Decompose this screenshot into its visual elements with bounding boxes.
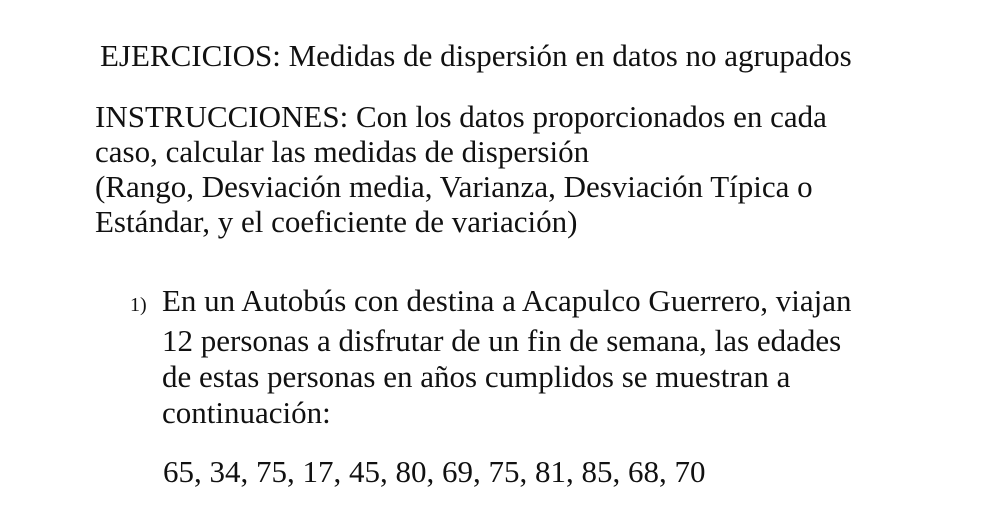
- page-title: EJERCICIOS: Medidas de dispersión en datos no agrupados: [100, 38, 852, 73]
- instructions-line: Estándar, y el coeficiente de variación): [95, 204, 578, 239]
- exercise-number: 1): [130, 294, 147, 316]
- instructions-line: caso, calcular las medidas de dispersión: [95, 134, 590, 169]
- instructions-line: (Rango, Desviación media, Varianza, Desviación Típica o: [95, 169, 813, 204]
- instructions-line: INSTRUCCIONES: Con los datos proporcionados en cada: [95, 99, 827, 134]
- instructions-paragraph: [95, 99, 955, 239]
- exercise-line: 12 personas a disfrutar de un fin de semana, las edades: [162, 323, 842, 358]
- exercise-text: En un Autobús con destina a Acapulco Guerrero, viajan: [162, 283, 852, 318]
- exercise-1: [130, 283, 950, 431]
- exercise-data-values: 65, 34, 75, 17, 45, 80, 69, 75, 81, 85, 68, 70: [163, 454, 706, 489]
- exercise-line: de estas personas en años cumplidos se muestran a: [162, 359, 791, 394]
- exercise-line: continuación:: [162, 395, 331, 430]
- exercise-line: [130, 283, 950, 323]
